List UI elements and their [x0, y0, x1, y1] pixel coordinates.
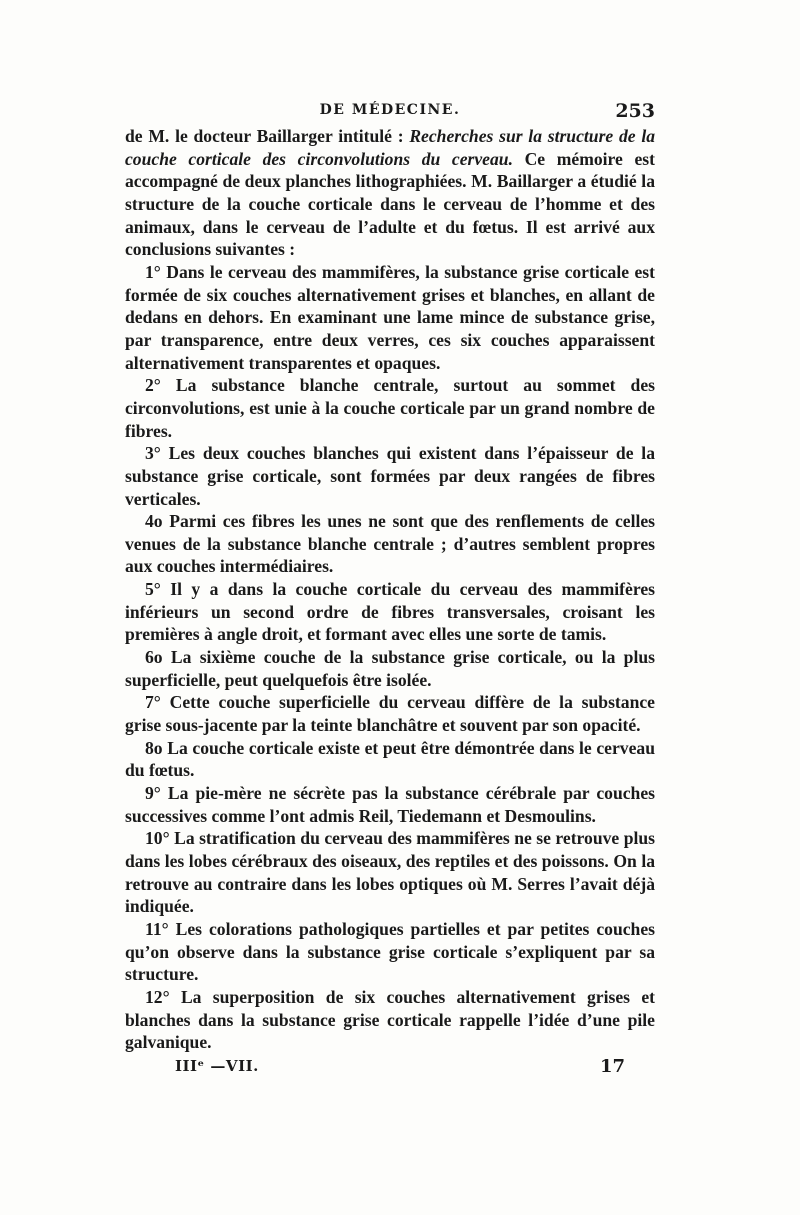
conclusion-1: 1° Dans le cerveau des mammifères, la substance grise corticale est formée de six couches alternativement grises et blanches, en allant de dedans en dehors. En examinant une lame mince de substance grise, par transparence, entre deux verres, ces six couches apparaissent alternativement transparentes et opaques.: [125, 261, 655, 373]
conclusion-4: 4o Parmi ces fibres les unes ne sont que des renflements de celles venues de la substance blanche centrale ; d’autres semblent propres aux couches intermédiaires.: [125, 511, 655, 577]
intro-paragraph: [125, 125, 655, 261]
conclusion-7: 7° Cette couche superficielle du cerveau diffère de la substance grise sous-jacente par la teinte blanchâtre et souvent par son opacité.: [125, 692, 655, 736]
running-head: DE MÉDECINE.: [319, 102, 461, 118]
page-header: [125, 100, 655, 124]
conclusion-12: 12° La superposition de six couches alternativement grises et blanches dans la substance grise corticale rappelle l’idée d’une pile galvanique.: [125, 986, 655, 1053]
conclusion-9: 9° La pie-mère ne sécrète pas la substance cérébrale par couches successives comme l’ont admis Reil, Tiedemann et Desmoulins.: [125, 783, 655, 826]
conclusion-2: 2° La substance blanche centrale, surtout au sommet des circonvolutions, est unie à la couche corticale par un grand nombre de fibres.: [125, 375, 655, 441]
conclusion-6: 6o La sixième couche de la substance grise corticale, ou la plus superficielle, peut quelquefois être isolée.: [125, 647, 655, 690]
conclusion-11: 11° Les colorations pathologiques partielles et par petites couches qu’on observe dans la substance grise corticale s’expliquent par sa structure.: [125, 918, 655, 985]
page-footer: [175, 1057, 625, 1083]
intro-text-start: de M. le docteur Baillarger intitulé :: [125, 126, 410, 146]
intro-text-end: Ce mémoire est accompagné de deux planches lithographiées. M. Baillarger a étudié la structure de la couche corticale dans le cerveau de l’homme et des animaux, dans le cerveau de l’adulte et du fœtus. Il est arrivé aux conclusions suivantes :: [125, 148, 655, 260]
conclusion-5: 5° Il y a dans la couche corticale du cerveau des mammifères inférieurs un second ordre de fibres transversales, croisant les premières à angle droit, et formant avec elles une sorte de tamis.: [125, 579, 655, 645]
signature-mark: IIIᵉ —VII.: [175, 1057, 259, 1075]
page-number: 253: [615, 100, 655, 122]
sheet-number: 17: [599, 1056, 625, 1077]
conclusion-8: 8o La couche corticale existe et peut être démontrée dans le cerveau du fœtus.: [125, 737, 655, 781]
memoir-title: Recherches sur la structure de la couche corticale des circonvolutions du cerveau.: [125, 126, 655, 169]
body-text: [125, 125, 655, 1054]
conclusion-10: 10° La stratification du cerveau des mammifères ne se retrouve plus dans les lobes cérébraux des oiseaux, des reptiles et des poissons. On la retrouve au contraire dans les lobes optiques où M. Serres l’avait déjà indiquée.: [125, 828, 655, 917]
conclusion-3: 3° Les deux couches blanches qui existent dans l’épaisseur de la substance grise corticale, sont formées par deux rangées de fibres verticales.: [125, 443, 655, 509]
